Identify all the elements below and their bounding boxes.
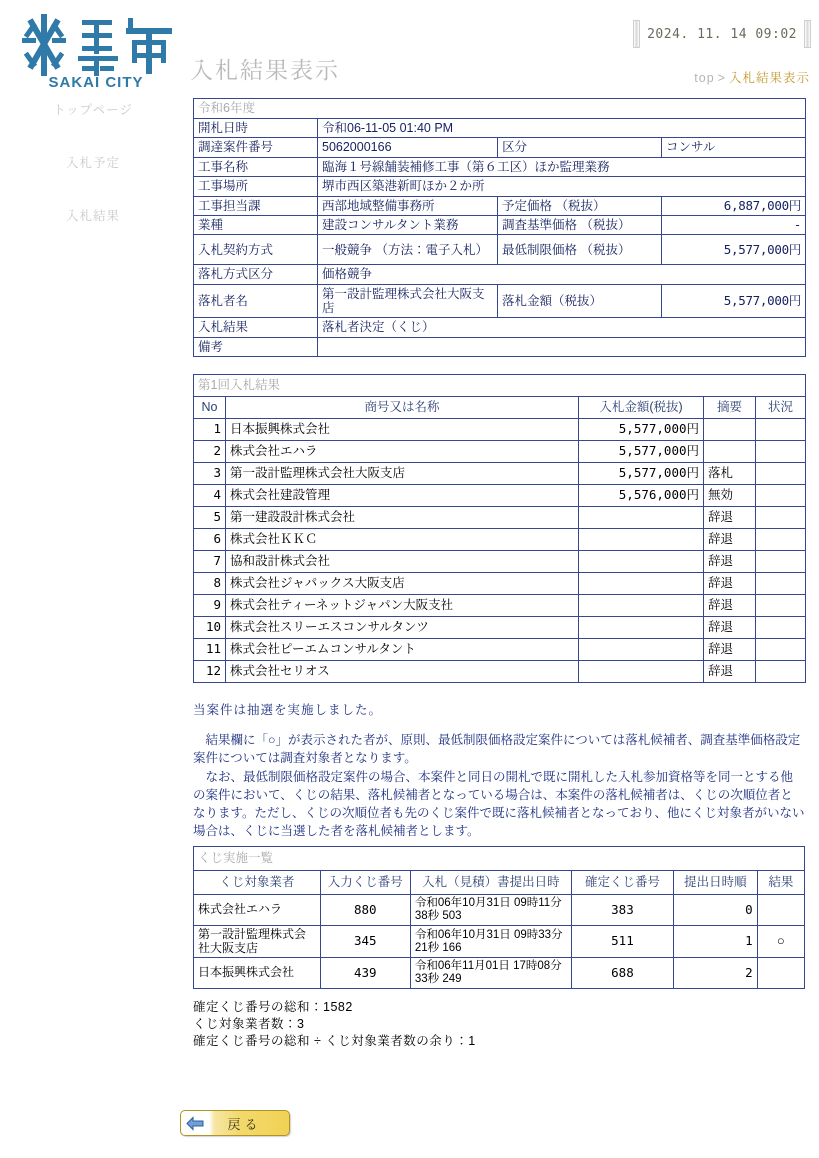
table-row [194, 661, 806, 683]
bid-company-name: 日本振興株式会社 [226, 419, 579, 441]
value-award-amount: 5,577,000円 [662, 284, 806, 318]
back-button-label: 戻る [227, 1116, 262, 1132]
bid-amount: 5,576,000円 [579, 485, 704, 507]
bid-status [756, 463, 806, 485]
kuji-col-submit-datetime: 入札（見積）書提出日時 [410, 871, 571, 895]
info-row-industry [194, 215, 806, 234]
bid-col-amount: 入札金額(税抜) [579, 397, 704, 419]
table-row [194, 463, 806, 485]
bid-amount [579, 529, 704, 551]
bid-note: 辞退 [704, 529, 756, 551]
table-row [194, 551, 806, 573]
kuji-col-final-number: 確定くじ番号 [571, 871, 673, 895]
table-row [194, 958, 805, 989]
bid-status [756, 441, 806, 463]
logo-subtitle: SAKAI CITY [48, 74, 144, 90]
info-row-dept [194, 196, 806, 215]
sidebar-nav [0, 100, 186, 259]
bid-amount [579, 507, 704, 529]
value-case-number: 5062000166 [318, 138, 498, 157]
label-dept: 工事担当課 [194, 196, 318, 215]
kuji-input-number: 345 [320, 925, 410, 958]
bid-no: 5 [194, 507, 226, 529]
breadcrumb [694, 68, 810, 86]
table-row [194, 485, 806, 507]
table-row [194, 595, 806, 617]
info-row-contract-method [194, 235, 806, 265]
bid-amount [579, 617, 704, 639]
kuji-result [757, 895, 804, 926]
bid-status [756, 485, 806, 507]
label-winner-name: 落札者名 [194, 284, 318, 318]
bid-no: 4 [194, 485, 226, 507]
value-contract-method: 一般競争 （方法：電子入札） [318, 235, 498, 265]
sidebar-item-top-page[interactable]: トップページ [53, 103, 133, 117]
bid-no: 6 [194, 529, 226, 551]
bid-amount: 5,577,000円 [579, 441, 704, 463]
page-title: 入札結果表示 [190, 57, 340, 83]
kuji-col-result: 結果 [757, 871, 804, 895]
label-open-datetime: 開札日時 [194, 119, 318, 138]
bid-no: 10 [194, 617, 226, 639]
kuji-company: 日本振興株式会社 [194, 958, 321, 989]
bid-note: 辞退 [704, 639, 756, 661]
back-button-wrapper [180, 1110, 290, 1136]
info-row-winner [194, 284, 806, 318]
bid-company-name: 株式会社ピーエムコンサルタント [226, 639, 579, 661]
label-contract-method: 入札契約方式 [194, 235, 318, 265]
label-category: 区分 [498, 138, 662, 157]
bid-amount [579, 661, 704, 683]
bid-note: 辞退 [704, 661, 756, 683]
bid-table-header-row [194, 397, 806, 419]
info-row-bid-result [194, 318, 806, 337]
table-row [194, 639, 806, 661]
kuji-section-label: くじ実施一覧 [194, 847, 805, 871]
value-open-datetime: 令和06-11-05 01:40 PM [318, 119, 806, 138]
table-row [194, 573, 806, 595]
bid-amount [579, 551, 704, 573]
bid-status [756, 661, 806, 683]
label-bid-result: 入札結果 [194, 318, 318, 337]
kuji-input-number: 439 [320, 958, 410, 989]
bid-company-name: 第一建設設計株式会社 [226, 507, 579, 529]
value-planned-price: 6,887,000円 [662, 196, 806, 215]
kuji-result [757, 958, 804, 989]
kuji-col-input-number: 入力くじ番号 [320, 871, 410, 895]
bid-no: 2 [194, 441, 226, 463]
fiscal-year-label: 令和6年度 [194, 99, 806, 119]
clock-decoration-right [804, 20, 811, 48]
bid-note: 辞退 [704, 551, 756, 573]
value-survey-base-price: - [662, 215, 806, 234]
value-work-name: 臨海１号線舗装補修工事（第６工区）ほか監理業務 [318, 157, 806, 176]
breadcrumb-separator: > [717, 71, 726, 85]
bid-no: 8 [194, 573, 226, 595]
bid-no: 3 [194, 463, 226, 485]
notice-headline: 当案件は抽選を実施しました。 [193, 703, 383, 718]
kuji-submit-datetime: 令和06年10月31日 09時33分21秒 166 [410, 925, 571, 958]
bid-status [756, 551, 806, 573]
kuji-result: ○ [757, 925, 804, 958]
table-row [194, 529, 806, 551]
kuji-order: 1 [673, 925, 757, 958]
kuji-submit-datetime: 令和06年11月01日 17時08分33秒 249 [410, 958, 571, 989]
kuji-company: 第一設計監理株式会社大阪支店 [194, 925, 321, 958]
bid-no: 12 [194, 661, 226, 683]
current-datetime: 2024. 11. 14 09:02 [647, 26, 797, 42]
label-work-place: 工事場所 [194, 177, 318, 196]
label-planned-price: 予定価格 （税抜） [498, 196, 662, 215]
value-award-method: 価格競争 [318, 265, 806, 284]
lottery-summary [193, 999, 805, 1050]
label-minimum-price: 最低制限価格 （税抜） [498, 235, 662, 265]
bid-company-name: 株式会社スリーエスコンサルタンツ [226, 617, 579, 639]
table-row [194, 925, 805, 958]
value-work-place: 堺市西区築港新町ほか２か所 [318, 177, 806, 196]
summary-remainder: 確定くじ番号の総和 ÷ くじ対象業者数の余り：1 [193, 1033, 476, 1048]
back-button[interactable] [180, 1110, 290, 1136]
info-row-award-method [194, 265, 806, 284]
bid-col-note: 摘要 [704, 397, 756, 419]
bid-col-name: 商号又は名称 [226, 397, 579, 419]
bid-note: 落札 [704, 463, 756, 485]
bid-amount [579, 573, 704, 595]
kuji-order: 0 [673, 895, 757, 926]
value-dept: 西部地域整備事務所 [318, 196, 498, 215]
bid-company-name: 株式会社ＫＫＣ [226, 529, 579, 551]
bid-status [756, 507, 806, 529]
table-row [194, 507, 806, 529]
bid-no: 7 [194, 551, 226, 573]
kuji-table-header-row [194, 871, 805, 895]
kuji-order: 2 [673, 958, 757, 989]
table-row [194, 419, 806, 441]
bid-note: 辞退 [704, 617, 756, 639]
table-row [194, 617, 806, 639]
info-row-work-name [194, 157, 806, 176]
bid-note: 無効 [704, 485, 756, 507]
info-row-work-place [194, 177, 806, 196]
bid-status [756, 529, 806, 551]
bid-amount [579, 595, 704, 617]
bid-amount [579, 639, 704, 661]
clock-decoration-left [633, 20, 640, 48]
bid-company-name: 株式会社建設管理 [226, 485, 579, 507]
bid-status [756, 595, 806, 617]
kuji-final-number: 383 [571, 895, 673, 926]
bid-round-label: 第1回入札結果 [194, 375, 806, 397]
lottery-notice [193, 701, 805, 840]
info-row-case-number [194, 138, 806, 157]
value-category: コンサル [662, 138, 806, 157]
bid-company-name: 株式会社エハラ [226, 441, 579, 463]
bid-company-name: 株式会社ティーネットジャパン大阪支社 [226, 595, 579, 617]
kuji-col-company: くじ対象業者 [194, 871, 321, 895]
kuji-section-header [194, 847, 805, 871]
info-row-open-datetime [194, 119, 806, 138]
bid-status [756, 573, 806, 595]
label-award-method: 落札方式区分 [194, 265, 318, 284]
bid-no: 9 [194, 595, 226, 617]
kuji-company: 株式会社エハラ [194, 895, 321, 926]
bid-note: 辞退 [704, 595, 756, 617]
lottery-results-table [193, 846, 805, 989]
main-content [193, 98, 805, 1050]
bid-note: 辞退 [704, 507, 756, 529]
kuji-final-number: 511 [571, 925, 673, 958]
sakai-city-logo[interactable] [8, 8, 184, 90]
bid-no: 11 [194, 639, 226, 661]
bid-note: 辞退 [704, 573, 756, 595]
sakai-city-logo-icon [8, 8, 184, 90]
bid-amount: 5,577,000円 [579, 419, 704, 441]
label-award-amount: 落札金額（税抜） [498, 284, 662, 318]
case-info-table [193, 98, 806, 357]
label-remarks: 備考 [194, 337, 318, 356]
bid-results-table [193, 374, 806, 683]
summary-participant-count: くじ対象業者数：3 [193, 1016, 305, 1031]
bid-no: 1 [194, 419, 226, 441]
notice-paragraph-1: 結果欄に「○」が表示された者が、原則、最低制限価格設定案件については落札候補者、調査基準価格設定案件については調査対象者となります。 [193, 733, 801, 766]
label-industry: 業種 [194, 215, 318, 234]
sidebar-item-bid-schedule[interactable]: 入札予定 [65, 156, 120, 170]
bid-company-name: 第一設計監理株式会社大阪支店 [226, 463, 579, 485]
info-section-header [194, 99, 806, 119]
arrow-left-icon [186, 1116, 204, 1131]
bid-status [756, 617, 806, 639]
bid-section-header [194, 375, 806, 397]
bid-col-no: No [194, 397, 226, 419]
value-remarks [318, 337, 806, 356]
summary-sum-of-numbers: 確定くじ番号の総和：1582 [193, 1000, 353, 1015]
clock-display [633, 20, 811, 48]
bid-col-status: 状況 [756, 397, 806, 419]
bid-company-name: 株式会社ジャパックス大阪支店 [226, 573, 579, 595]
kuji-input-number: 880 [320, 895, 410, 926]
bid-note [704, 419, 756, 441]
sidebar-item-bid-results[interactable]: 入札結果 [65, 209, 120, 223]
breadcrumb-top-link[interactable]: top [694, 71, 715, 85]
bid-company-name: 株式会社セリオス [226, 661, 579, 683]
bid-status [756, 639, 806, 661]
bid-company-name: 協和設計株式会社 [226, 551, 579, 573]
label-work-name: 工事名称 [194, 157, 318, 176]
bid-amount: 5,577,000円 [579, 463, 704, 485]
kuji-col-order: 提出日時順 [673, 871, 757, 895]
label-case-number: 調達案件番号 [194, 138, 318, 157]
table-row [194, 895, 805, 926]
value-winner-name: 第一設計監理株式会社大阪支店 [318, 284, 498, 318]
info-row-remarks [194, 337, 806, 356]
value-bid-result: 落札者決定（くじ） [318, 318, 806, 337]
value-industry: 建設コンサルタント業務 [318, 215, 498, 234]
value-minimum-price: 5,577,000円 [662, 235, 806, 265]
label-survey-base-price: 調査基準価格 （税抜） [498, 215, 662, 234]
table-row [194, 441, 806, 463]
bid-status [756, 419, 806, 441]
bid-note [704, 441, 756, 463]
kuji-submit-datetime: 令和06年10月31日 09時11分38秒 503 [410, 895, 571, 926]
breadcrumb-current: 入札結果表示 [728, 71, 810, 85]
kuji-final-number: 688 [571, 958, 673, 989]
notice-paragraph-2: なお、最低制限価格設定案件の場合、本案件と同日の開札で既に開札した入札参加資格等を同一とする他の案件において、くじの結果、落札候補者となっている場合は、本案件の落札候補者は、くじの次順位者となります。ただし、くじの次順位者も先のくじ案件で既に落札候補者となっており、他にくじ対象者がいない場合は、くじに当選した者を落札候補者とします。 [193, 769, 805, 838]
